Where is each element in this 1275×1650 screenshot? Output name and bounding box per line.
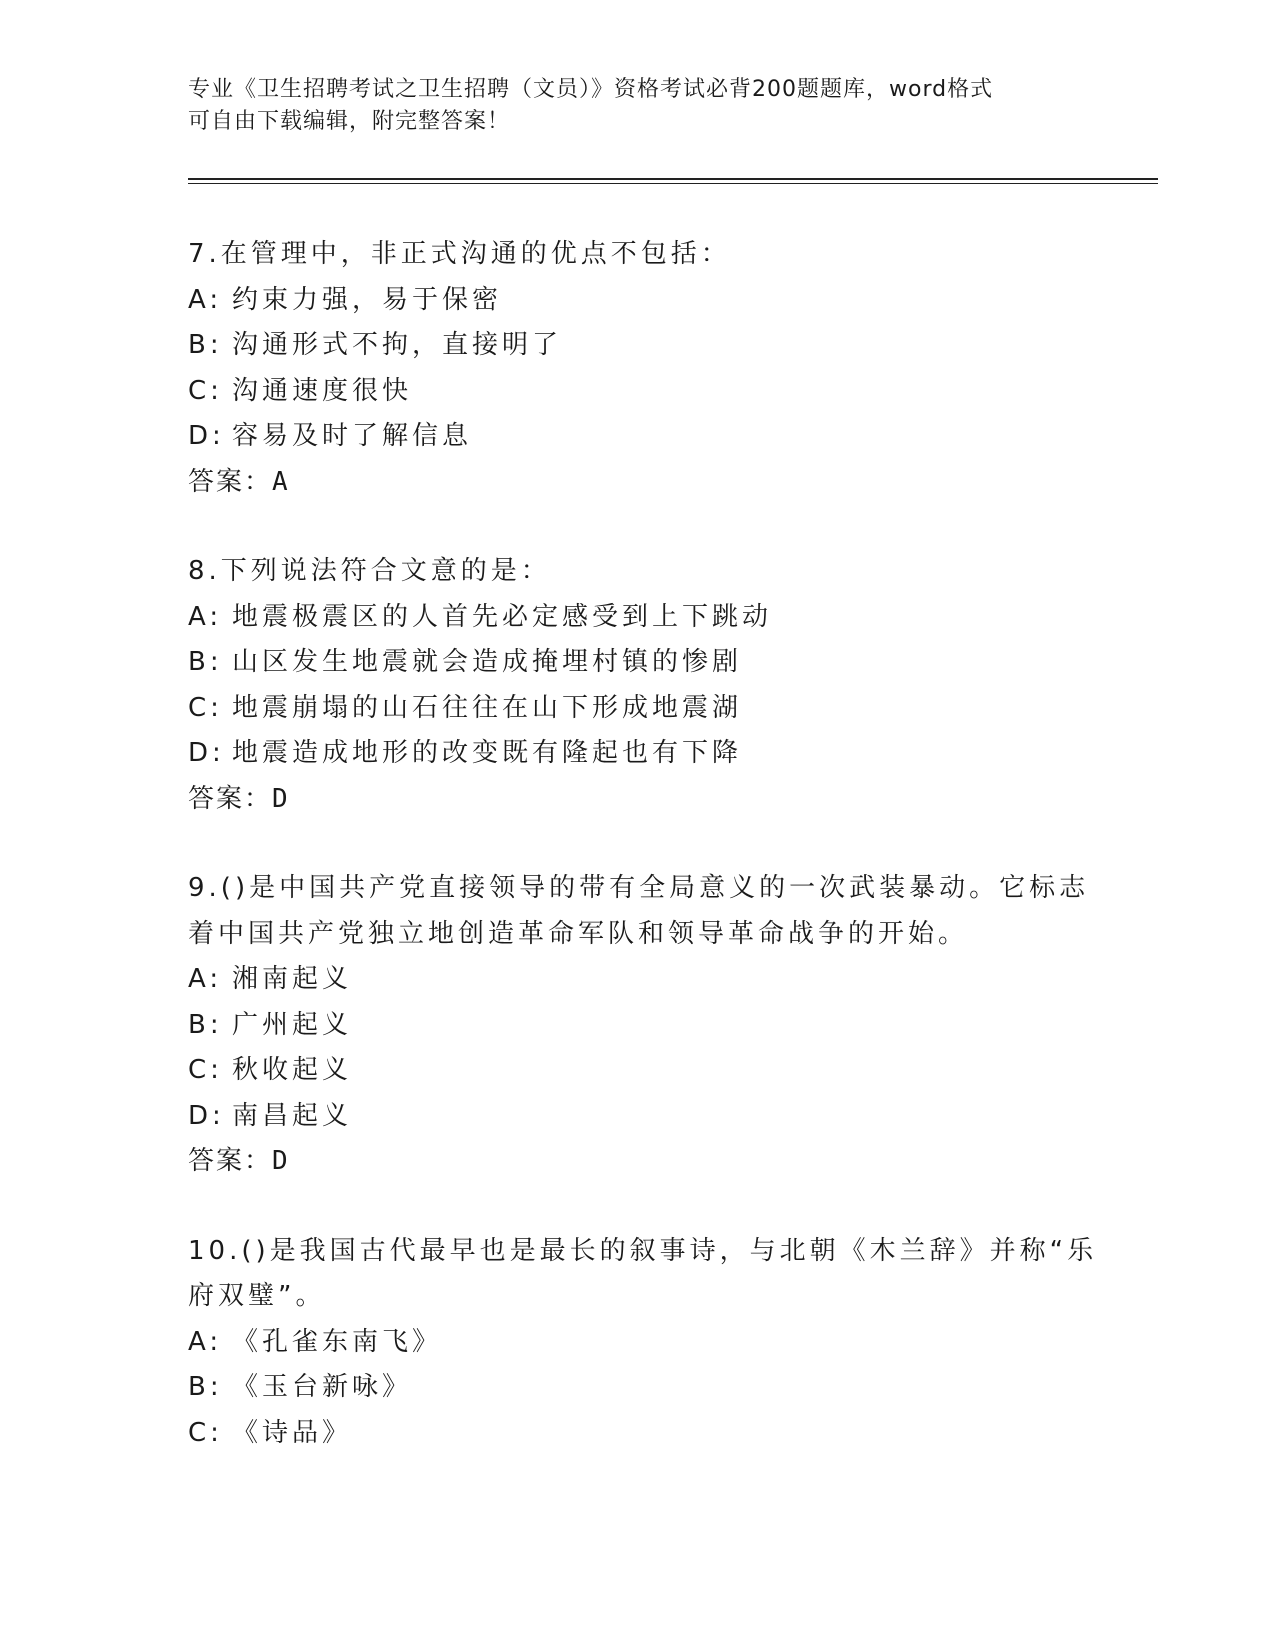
option-d — [188, 414, 1088, 460]
question-10 — [188, 1229, 1098, 1457]
option-text: 约束力强，易于保密 — [232, 284, 503, 315]
option-letter: D: — [188, 738, 225, 768]
option-c — [188, 686, 1088, 732]
option-text: 容易及时了解信息 — [232, 421, 473, 451]
header-line-2: 可自由下载编辑，附完整答案！ — [188, 109, 511, 134]
option-letter: C: — [188, 1055, 223, 1085]
option-letter: D: — [188, 421, 225, 451]
header-line-1: 专业《卫生招聘考试之卫生招聘（文员）》资格考试必背200题题库，word格式 — [188, 77, 994, 102]
option-d — [188, 731, 1088, 777]
header-divider-thin — [188, 183, 1158, 184]
document-header — [188, 74, 1068, 138]
option-letter: B: — [188, 330, 223, 360]
question-list — [188, 232, 1098, 1500]
option-letter: B: — [188, 647, 223, 677]
answer-line: 答案：A — [188, 466, 290, 497]
option-letter: C: — [188, 375, 223, 406]
option-text: 广州起义 — [232, 1009, 353, 1040]
option-b — [188, 640, 1088, 686]
question-stem: 7.在管理中，非正式沟通的优点不包括： — [188, 239, 731, 269]
option-b — [188, 1365, 1088, 1411]
option-c — [188, 1048, 1088, 1094]
option-text: 地震造成地形的改变既有隆起也有下降 — [232, 738, 743, 768]
option-letter: A: — [188, 964, 223, 994]
option-letter: B: — [188, 1372, 223, 1402]
option-text: 南昌起义 — [232, 1100, 353, 1131]
option-letter: B: — [188, 1009, 223, 1040]
question-8 — [188, 549, 1088, 822]
option-letter: A: — [188, 284, 223, 315]
option-text: 沟通速度很快 — [232, 375, 413, 406]
option-c — [188, 369, 1088, 415]
option-a — [188, 957, 1088, 1003]
answer-line: 答案：D — [188, 783, 290, 814]
option-text: 地震极震区的人首先必定感受到上下跳动 — [232, 601, 773, 632]
option-b — [188, 323, 1088, 369]
question-stem: 9.()是中国共产党直接领导的带有全局意义的一次武装暴动。它标志 — [188, 873, 1090, 903]
option-text: 秋收起义 — [232, 1055, 353, 1085]
option-a — [188, 278, 1088, 324]
header-divider-thick — [188, 178, 1158, 180]
option-text: 《玉台新咏》 — [232, 1372, 413, 1402]
answer-line: 答案：D — [188, 1146, 290, 1176]
option-text: 沟通形式不拘，直接明了 — [232, 330, 563, 360]
question-stem: 10.()是我国古代最早也是最长的叙事诗，与北朝《木兰辞》并称“乐 — [188, 1235, 1098, 1266]
option-d — [188, 1094, 1088, 1140]
option-c — [188, 1411, 1088, 1457]
option-text: 地震崩塌的山石往往在山下形成地震湖 — [232, 692, 743, 723]
question-stem: 8.下列说法符合文意的是： — [188, 556, 551, 586]
option-a — [188, 595, 1088, 641]
option-text: 湘南起义 — [232, 964, 353, 994]
option-b — [188, 1003, 1088, 1049]
option-letter: A: — [188, 601, 223, 632]
option-text: 山区发生地震就会造成掩埋村镇的惨剧 — [232, 647, 743, 677]
question-7 — [188, 232, 1088, 505]
option-letter: D: — [188, 1100, 225, 1131]
option-letter: C: — [188, 1417, 223, 1448]
option-text: 《诗品》 — [232, 1417, 353, 1448]
option-a — [188, 1320, 1088, 1366]
question-stem-continued: 府双璧”。 — [188, 1281, 326, 1311]
option-text: 《孔雀东南飞》 — [232, 1326, 443, 1357]
option-letter: C: — [188, 692, 223, 723]
question-9 — [188, 866, 1088, 1185]
question-stem-continued: 着中国共产党独立地创造革命军队和领导革命战争的开始。 — [188, 918, 969, 949]
option-letter: A: — [188, 1326, 223, 1357]
